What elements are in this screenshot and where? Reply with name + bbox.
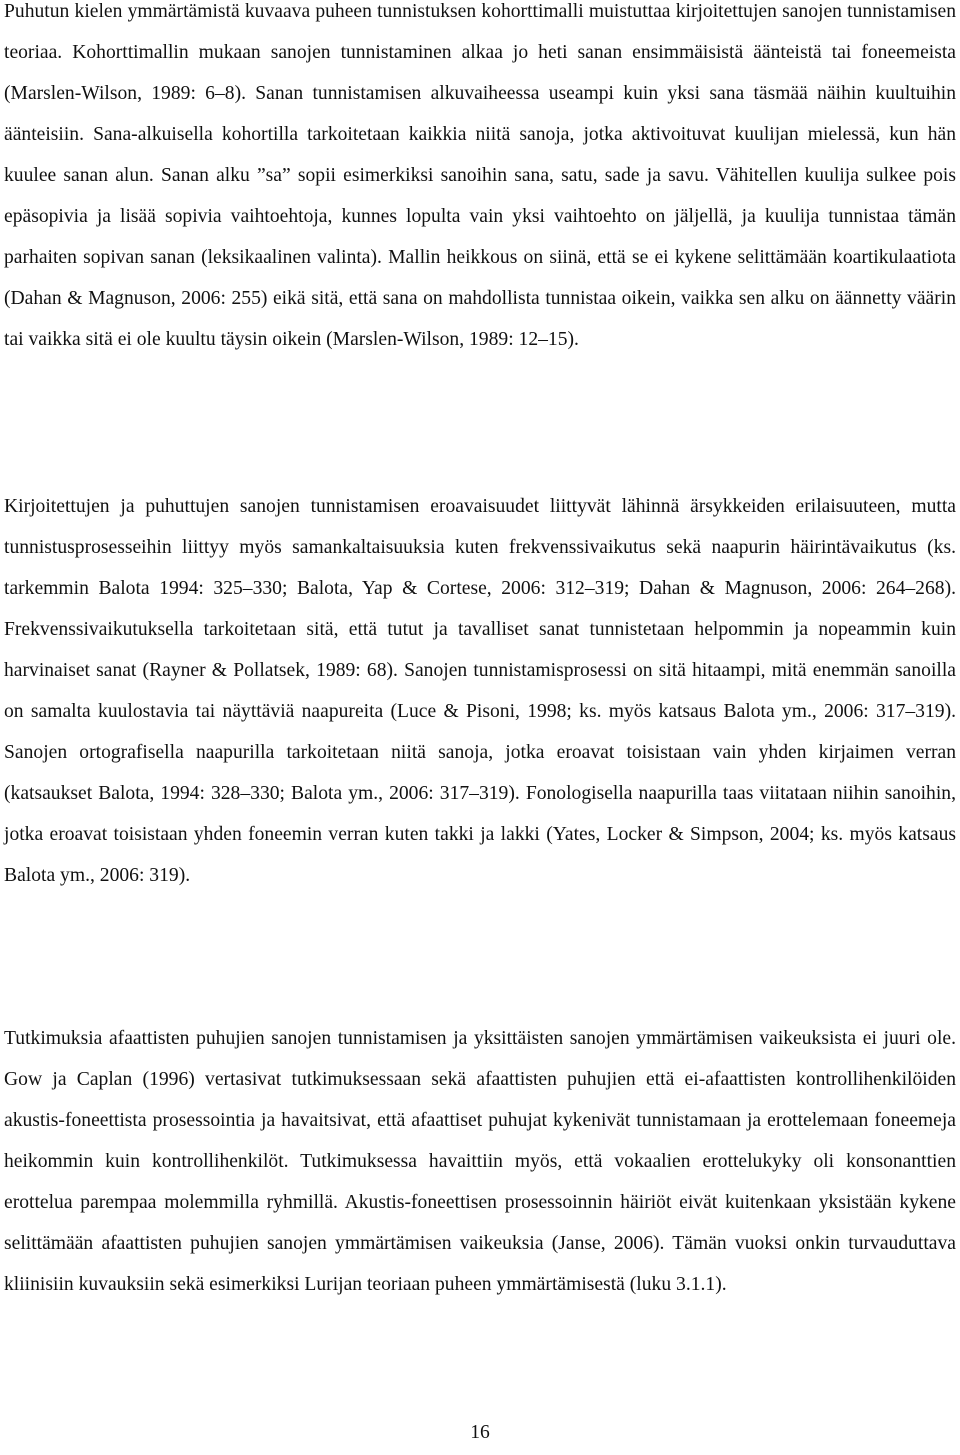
paragraph-cohort-model: Puhutun kielen ymmärtämistä kuvaava puheen tunnistuksen kohorttimalli muistuttaa kirjoitettujen sanojen tunnistamisen teoriaa. Kohorttimallin mukaan sanojen tunnistaminen alkaa jo heti sanan ensimmäisistä äänteistä tai foneemeista (Marslen-Wilson, 1989: 6–8). Sanan tunnistamisen alkuvaiheessa useampi kuin yksi sana täsmää näihin kuultuihin äänteisiin. Sana-alkuisella kohortilla tarkoitetaan kaikkia niitä sanoja, jotka aktivoituvat kuulijan mielessä, kun hän kuulee sanan alun. Sanan alku ”sa” sopii esimerkiksi sanoihin sana, satu, sade ja savu. Vähitellen kuulija sulkee pois epäsopivia ja lisää sopivia vaihtoehtoja, kunnes lopulta vain yksi vaihtoehto on jäljellä, ja kuulija tunnistaa tämän parhaiten sopivan sanan (leksikaalinen valinta). Mallin heikkous on siinä, että se ei kykene selittämään koartikulaatiota (Dahan & Magnuson, 2006: 255) eikä sitä, että sana on mahdollista tunnistaa oikein, vaikka sen alku on äännetty väärin tai vaikka sitä ei ole kuultu täysin oikein (Marslen-Wilson, 1989: 12–15). [4,1,956,350]
paragraph-word-recognition-differences: Kirjoitettujen ja puhuttujen sanojen tunnistamisen eroavaisuudet liittyvät lähinnä ärsykkeiden erilaisuuteen, mutta tunnistusprosesseihin liittyy myös samankaltaisuuksia kuten frekvenssivaikutus sekä naapurin häirintävaikutus (ks. tarkemmin Balota 1994: 325–330; Balota, Yap & Cortese, 2006: 312–319; Dahan & Magnuson, 2006: 264–268). Frekvenssivaikutuksella tarkoitetaan sitä, että tutut ja tavalliset sanat tunnistetaan helpommin ja nopeammin kuin harvinaiset sanat (Rayner & Pollatsek, 1989: 68). Sanojen tunnistamisprosessi on sitä hitaampi, mitä enemmän sanoilla on samalta kuulostavia tai näyttäviä naapureita (Luce & Pisoni, 1998; ks. myös katsaus Balota ym., 2006: 317–319). Sanojen ortografisella naapurilla tarkoitetaan niitä sanoja, jotka eroavat toisistaan vain yhden kirjaimen verran (katsaukset Balota, 1994: 328–330; Balota ym., 2006: 317–319). Fonologisella naapurilla taas viitataan niihin sanoihin, jotka eroavat toisistaan yhden foneemin verran kuten takki ja lakki (Yates, Locker & Simpson, 2004; ks. myös katsaus Balota ym., 2006: 319). [4,496,956,886]
paragraph-aphasia-research: Tutkimuksia afaattisten puhujien sanojen tunnistamisen ja yksittäisten sanojen ymmärtämisen vaikeuksista ei juuri ole. Gow ja Caplan (1996) vertasivat tutkimuksessaan sekä afaattisten puhujien että ei-afaattisten kontrollihenkilöiden akustis-foneettista prosessointia ja havaitsivat, että afaattiset puhujat kykenivät tunnistamaan ja erottelemaan foneemeja heikommin kuin kontrollihenkilöt. Tutkimuksessa havaittiin myös, että vokaalien erottelukyky oli konsonanttien erottelua parempaa molemmilla ryhmillä. Akustis-foneettisen prosessoinnin häiriöt eivät kuitenkaan yksistään kykene selittämään afaattisten puhujien sanojen ymmärtämisen vaikeuksia (Janse, 2006). Tämän vuoksi onkin turvauduttava kliinisiin kuvauksiin sekä esimerkiksi Lurijan teoriaan puheen ymmärtämisestä (luku 3.1.1). [4,1028,956,1295]
page-number: 16 [470,1422,490,1443]
